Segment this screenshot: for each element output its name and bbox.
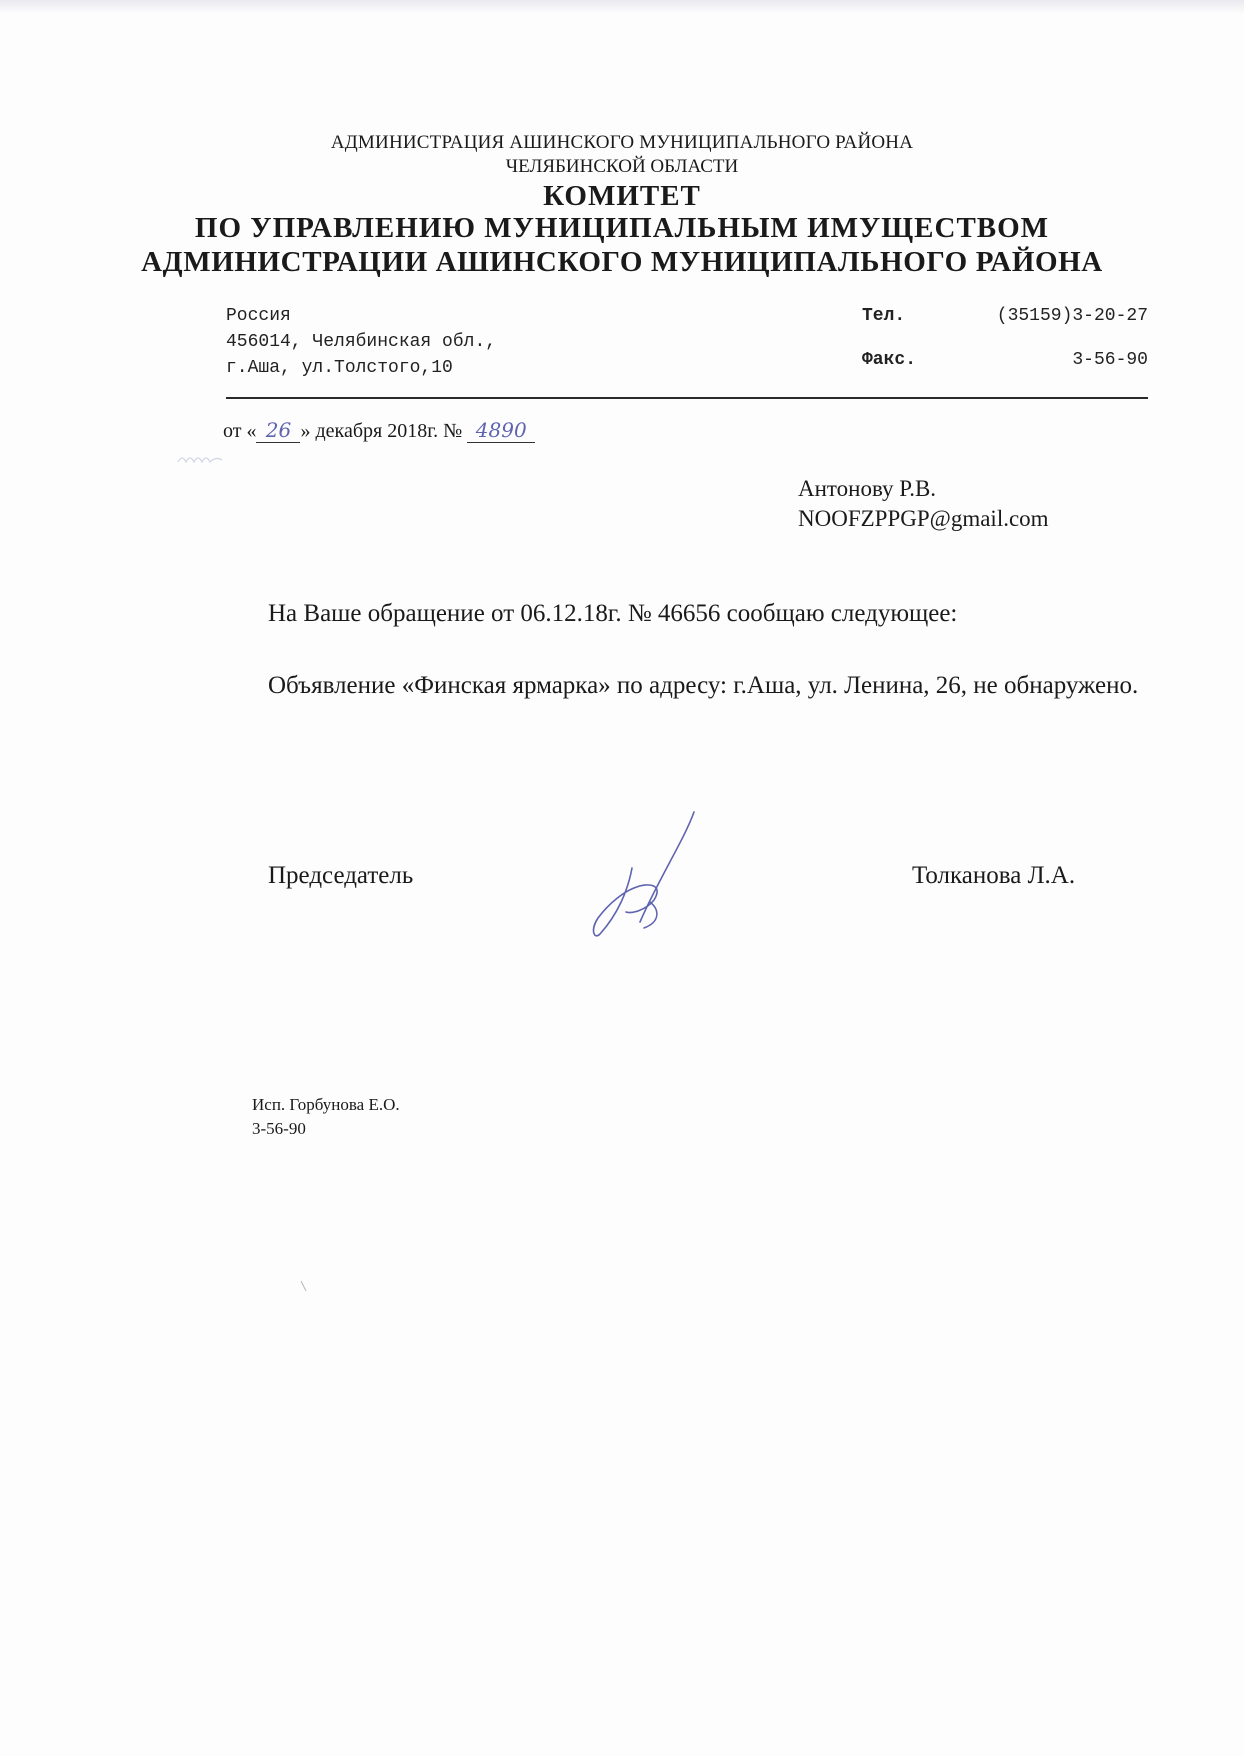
- tel-label: Тел.: [862, 306, 906, 326]
- handwritten-number: 4890: [467, 418, 535, 443]
- admin-line-2: ЧЕЛЯБИНСКОЙ ОБЛАСТИ: [505, 156, 739, 177]
- admin-line-1: АДМИНИСТРАЦИЯ АШИНСКОГО МУНИЦИПАЛЬНОГО РАЙОНА: [330, 132, 914, 153]
- scan-speck: [300, 1280, 308, 1292]
- address-country: Россия: [226, 306, 291, 326]
- reference-line: [223, 418, 535, 443]
- reference-prefix: от «: [223, 420, 257, 442]
- executor-name: Исп. Горбунова Е.О.: [252, 1095, 400, 1114]
- body-paragraph-1: На Ваше обращение от 06.12.18г. № 46656 сообщаю следующее:: [268, 600, 958, 627]
- reference-middle: » декабря 2018г. №: [300, 420, 468, 442]
- tel-value: (35159)3-20-27: [996, 306, 1148, 326]
- committee-title-1: КОМИТЕТ: [543, 180, 701, 212]
- recipient-name: Антонову Р.В.: [798, 476, 937, 501]
- committee-title-3: АДМИНИСТРАЦИИ АШИНСКОГО МУНИЦИПАЛЬНОГО РАЙОНА: [141, 246, 1103, 278]
- signatory-title: Председатель: [268, 862, 414, 889]
- executor-phone: 3-56-90: [252, 1119, 306, 1138]
- handwritten-signature: [588, 810, 698, 940]
- handwritten-day: 26: [256, 418, 300, 443]
- scan-edge-shadow: [0, 0, 1244, 14]
- fax-label: Факс.: [862, 350, 917, 370]
- recipient-email: NOOFZPPGP@gmail.com: [798, 506, 1049, 531]
- fax-value: 3-56-90: [1072, 350, 1148, 370]
- address-postal: 456014, Челябинская обл.,: [226, 332, 497, 352]
- body-paragraph-2: Объявление «Финская ярмарка» по адресу: г.Аша, ул. Ленина, 26, не обнаружено.: [268, 672, 1139, 699]
- letterhead-divider: [226, 397, 1148, 399]
- signatory-name: Толканова Л.А.: [912, 862, 1076, 889]
- faint-scribble: [176, 446, 236, 468]
- committee-title-2: ПО УПРАВЛЕНИЮ МУНИЦИПАЛЬНЫМ ИМУЩЕСТВОМ: [194, 212, 1050, 244]
- address-street: г.Аша, ул.Толстого,10: [226, 358, 453, 378]
